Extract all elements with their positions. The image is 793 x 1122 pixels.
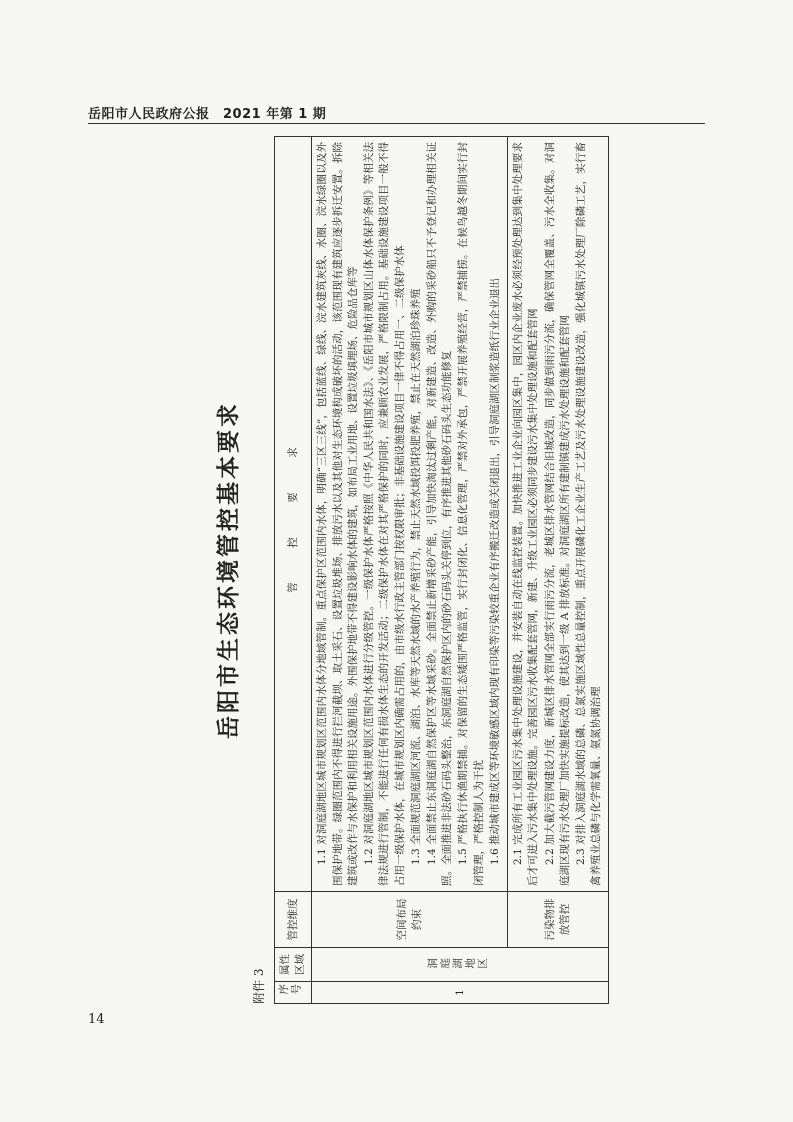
rotated-page-content <box>176 128 712 1012</box>
col-header-area: 属性区域 <box>275 948 312 982</box>
requirement-item: 1.6 推动城市建成区等环境敏感区域内现有印染等污染较重企业有序搬迁改造或关闭退出，引导洞庭湖区制浆造纸行业企业退出 <box>488 277 501 865</box>
doc-title: 岳阳市生态环境管控基本要求 <box>216 401 242 739</box>
row-area: 洞庭湖地区 <box>312 948 609 982</box>
requirement-item: 1.3 全面规范洞庭湖区河流、湖泊、水库等天然水域的水产养殖行为，禁止天然水域投饵投肥养殖，禁止在天然湖泊珍珠养殖 <box>409 288 422 865</box>
dimension-pollution: 污染物排放管控 <box>508 892 609 948</box>
requirements-pollution <box>508 137 609 892</box>
requirement-item: 1.4 全面禁止东洞庭湖自然保护区等水域采砂。全面禁止新增采砂产能，引导加快淘汰过剩产能，对新建造、改造、外购的采砂船只不予登记和办理相关证照。全面推进非法砂石码头整治，东洞庭湖自然保护区内的砂石码头关停到位，有序推进其他砂石码头生态功能修复 <box>425 142 454 886</box>
row-index: 1 <box>312 982 609 1004</box>
requirement-item: 2.2 加大截污管网建设力度，新城区排水管网全部实行雨污分流，老城区排水管网结合旧城改造，同步做到雨污分流，确保管网全覆盖、污水全收集。对洞庭湖区现有污水处理厂加快实施提标改造，使其达到一级 A 排放标准。对洞庭湖区所有建制镇建成污水处理设施和配套管网 <box>543 142 571 886</box>
col-header-requirements: 管 控 要 求 <box>275 137 312 892</box>
requirement-item: 1.2 对洞庭湖地区城市规划区范围内水体进行分级管控。一级保护水体严格按照《中华人民共和国水法》、《岳阳市城市规划区山体水体保护条例》等相关法律法规进行管制，不能进行任何有损水体生态的开发活动；二级保护水体在对其严格保护的同时，应兼顾农业发展，严格限制占用。基础设施建设项目一般不得占用一级保护水体，在城市规划区内确需占用的，由市级水行政主管部门按权限审批；非基础设施建设项目一律不得占用一、二级保护水体 <box>363 142 406 886</box>
col-header-dimension: 管控维度 <box>275 892 312 948</box>
header-rule <box>88 123 705 124</box>
table-header-row <box>275 137 312 1004</box>
requirement-item: 2.1 完成所有工业园区污水集中处理设施建设，并安装自动在线监控装置。加快推进工业企业向园区集中，园区内企业废水必须经预处理达到集中处理要求后才可进入污水集中处理设施。完善园区污水收集配套管网，新建、升级工业园区必须同步建设污水集中处理设施和配套管网 <box>512 142 540 886</box>
requirement-item: 1.1 对洞庭湖地区城市规划区范围内水体分地域管制。重点保护区范围内水体，明确“三区三线”，包括蓝线、绿线、浣水建筑灰线、水圈、浣水绿圈以及外围保护地带。绿圈范围内不得进行拦河截坝、取土采石、设置垃圾堆场、排放污水以及其他对生态环境构成破坏的活动，该范围现有建筑应逐步拆迁安置。拆除建筑或改作与水保护和利用相关设施用途。外围保护地带不得建设影响水体的建筑，如布局工业用地、设置垃圾填埋场、危险品仓库等 <box>316 142 359 886</box>
control-requirements-table <box>274 136 609 1004</box>
requirements-spatial <box>312 137 508 892</box>
table-row <box>312 137 508 1004</box>
requirement-item: 1.5 严格执行休渔期禁捕。对保留的生态矮围严格监管，实行封闭化、信息化管理，严禁对外承包，严禁开展养殖经营，严禁捕捞。在候鸟越冬期间实行封闭管理，严格控制人为干扰 <box>457 142 485 886</box>
requirement-item: 2.3 对排入洞庭湖水域的总磷、总氮实施区域性总量控制，重点开展磷化工企业生产工艺及污水处理设施建设改造，强化城镇污水处理厂除磷工艺，实行畜禽养殖业总磷与化学需氧量、氨氮协调治理 <box>574 142 603 886</box>
col-header-index: 序号 <box>275 982 312 1004</box>
running-header: 岳阳市人民政府公报 2021 年第 1 期 <box>88 107 327 122</box>
page-number: 14 <box>88 1012 105 1027</box>
dimension-spatial: 空间布局约束 <box>312 892 508 948</box>
annex-label: 附件 3 <box>252 968 266 1004</box>
table-row <box>508 137 609 1004</box>
